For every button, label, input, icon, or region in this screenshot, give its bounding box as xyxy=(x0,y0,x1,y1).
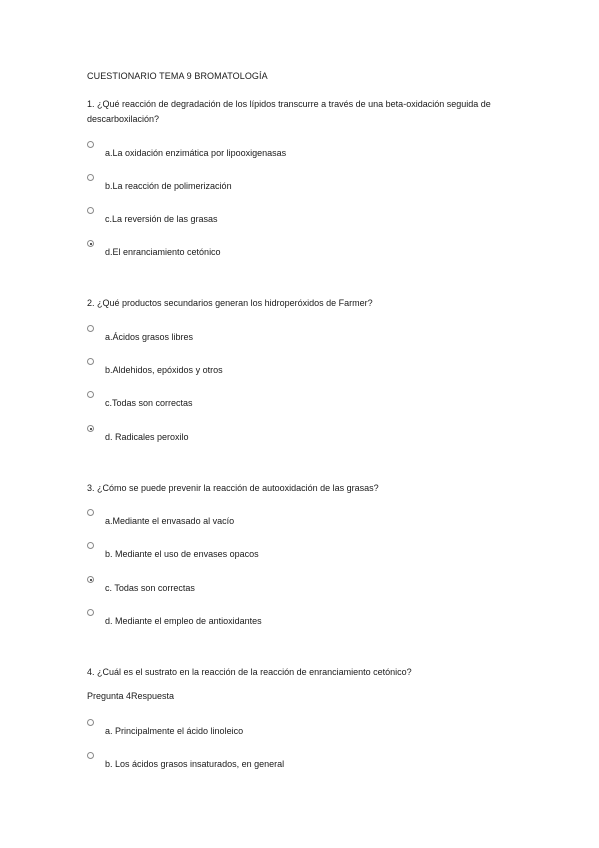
q3-option-d[interactable] xyxy=(87,609,507,629)
q1-option-d[interactable] xyxy=(87,240,507,260)
radio-button-icon[interactable] xyxy=(87,542,94,549)
option-label: a.La oxidación enzimática por lipooxigenasas xyxy=(105,148,287,158)
radio-button-icon[interactable] xyxy=(87,752,94,759)
option-label: a.Ácidos grasos libres xyxy=(105,332,194,342)
question-1-text: 1. ¿Qué reacción de degradación de los lípidos transcurre a través de una beta-oxidación seguida de descarboxilación? xyxy=(87,99,491,124)
q1-option-a[interactable] xyxy=(87,141,507,161)
radio-button-selected-icon[interactable] xyxy=(87,425,94,432)
question-4-text: 4. ¿Cuál es el sustrato en la reacción de la reacción de enranciamiento cetónico? xyxy=(87,667,412,677)
question-4-subtext: Pregunta 4Respuesta xyxy=(87,691,175,701)
option-label: c. Todas son correctas xyxy=(105,583,195,593)
question-3-text: 3. ¿Cómo se puede prevenir la reacción de autooxidación de las grasas? xyxy=(87,483,379,493)
radio-button-icon[interactable] xyxy=(87,141,94,148)
q4-option-a[interactable] xyxy=(87,719,507,739)
q2-option-c[interactable] xyxy=(87,391,507,411)
option-label: b.Aldehidos, epóxidos y otros xyxy=(105,365,223,375)
radio-button-selected-icon[interactable] xyxy=(87,576,94,583)
option-label: b. Mediante el uso de envases opacos xyxy=(105,549,259,559)
radio-button-icon[interactable] xyxy=(87,609,94,616)
q1-option-c[interactable] xyxy=(87,207,507,227)
radio-button-icon[interactable] xyxy=(87,325,94,332)
q2-option-a[interactable] xyxy=(87,325,507,345)
option-label: b.La reacción de polimerización xyxy=(105,181,232,191)
option-label: d. Mediante el empleo de antioxidantes xyxy=(105,616,262,626)
q2-option-b[interactable] xyxy=(87,358,507,378)
q3-option-a[interactable] xyxy=(87,509,507,529)
document-title: CUESTIONARIO TEMA 9 BROMATOLOGÍA xyxy=(87,71,268,81)
radio-button-icon[interactable] xyxy=(87,509,94,516)
radio-button-icon[interactable] xyxy=(87,391,94,398)
option-label: d.El enranciamiento cetónico xyxy=(105,247,221,257)
option-label: a. Principalmente el ácido linoleico xyxy=(105,726,244,736)
radio-button-icon[interactable] xyxy=(87,358,94,365)
question-2-text: 2. ¿Qué productos secundarios generan los hidroperóxidos de Farmer? xyxy=(87,298,373,308)
option-label: c.La reversión de las grasas xyxy=(105,214,218,224)
q4-option-b[interactable] xyxy=(87,752,507,772)
q3-option-b[interactable] xyxy=(87,542,507,562)
radio-button-icon[interactable] xyxy=(87,174,94,181)
q1-option-b[interactable] xyxy=(87,174,507,194)
radio-button-icon[interactable] xyxy=(87,719,94,726)
option-label: c.Todas son correctas xyxy=(105,398,193,408)
q3-option-c[interactable] xyxy=(87,576,507,596)
q2-option-d[interactable] xyxy=(87,425,507,445)
option-label: b. Los ácidos grasos insaturados, en general xyxy=(105,759,285,769)
radio-button-selected-icon[interactable] xyxy=(87,240,94,247)
option-label: a.Mediante el envasado al vacío xyxy=(105,516,235,526)
option-label: d. Radicales peroxilo xyxy=(105,432,189,442)
radio-button-icon[interactable] xyxy=(87,207,94,214)
